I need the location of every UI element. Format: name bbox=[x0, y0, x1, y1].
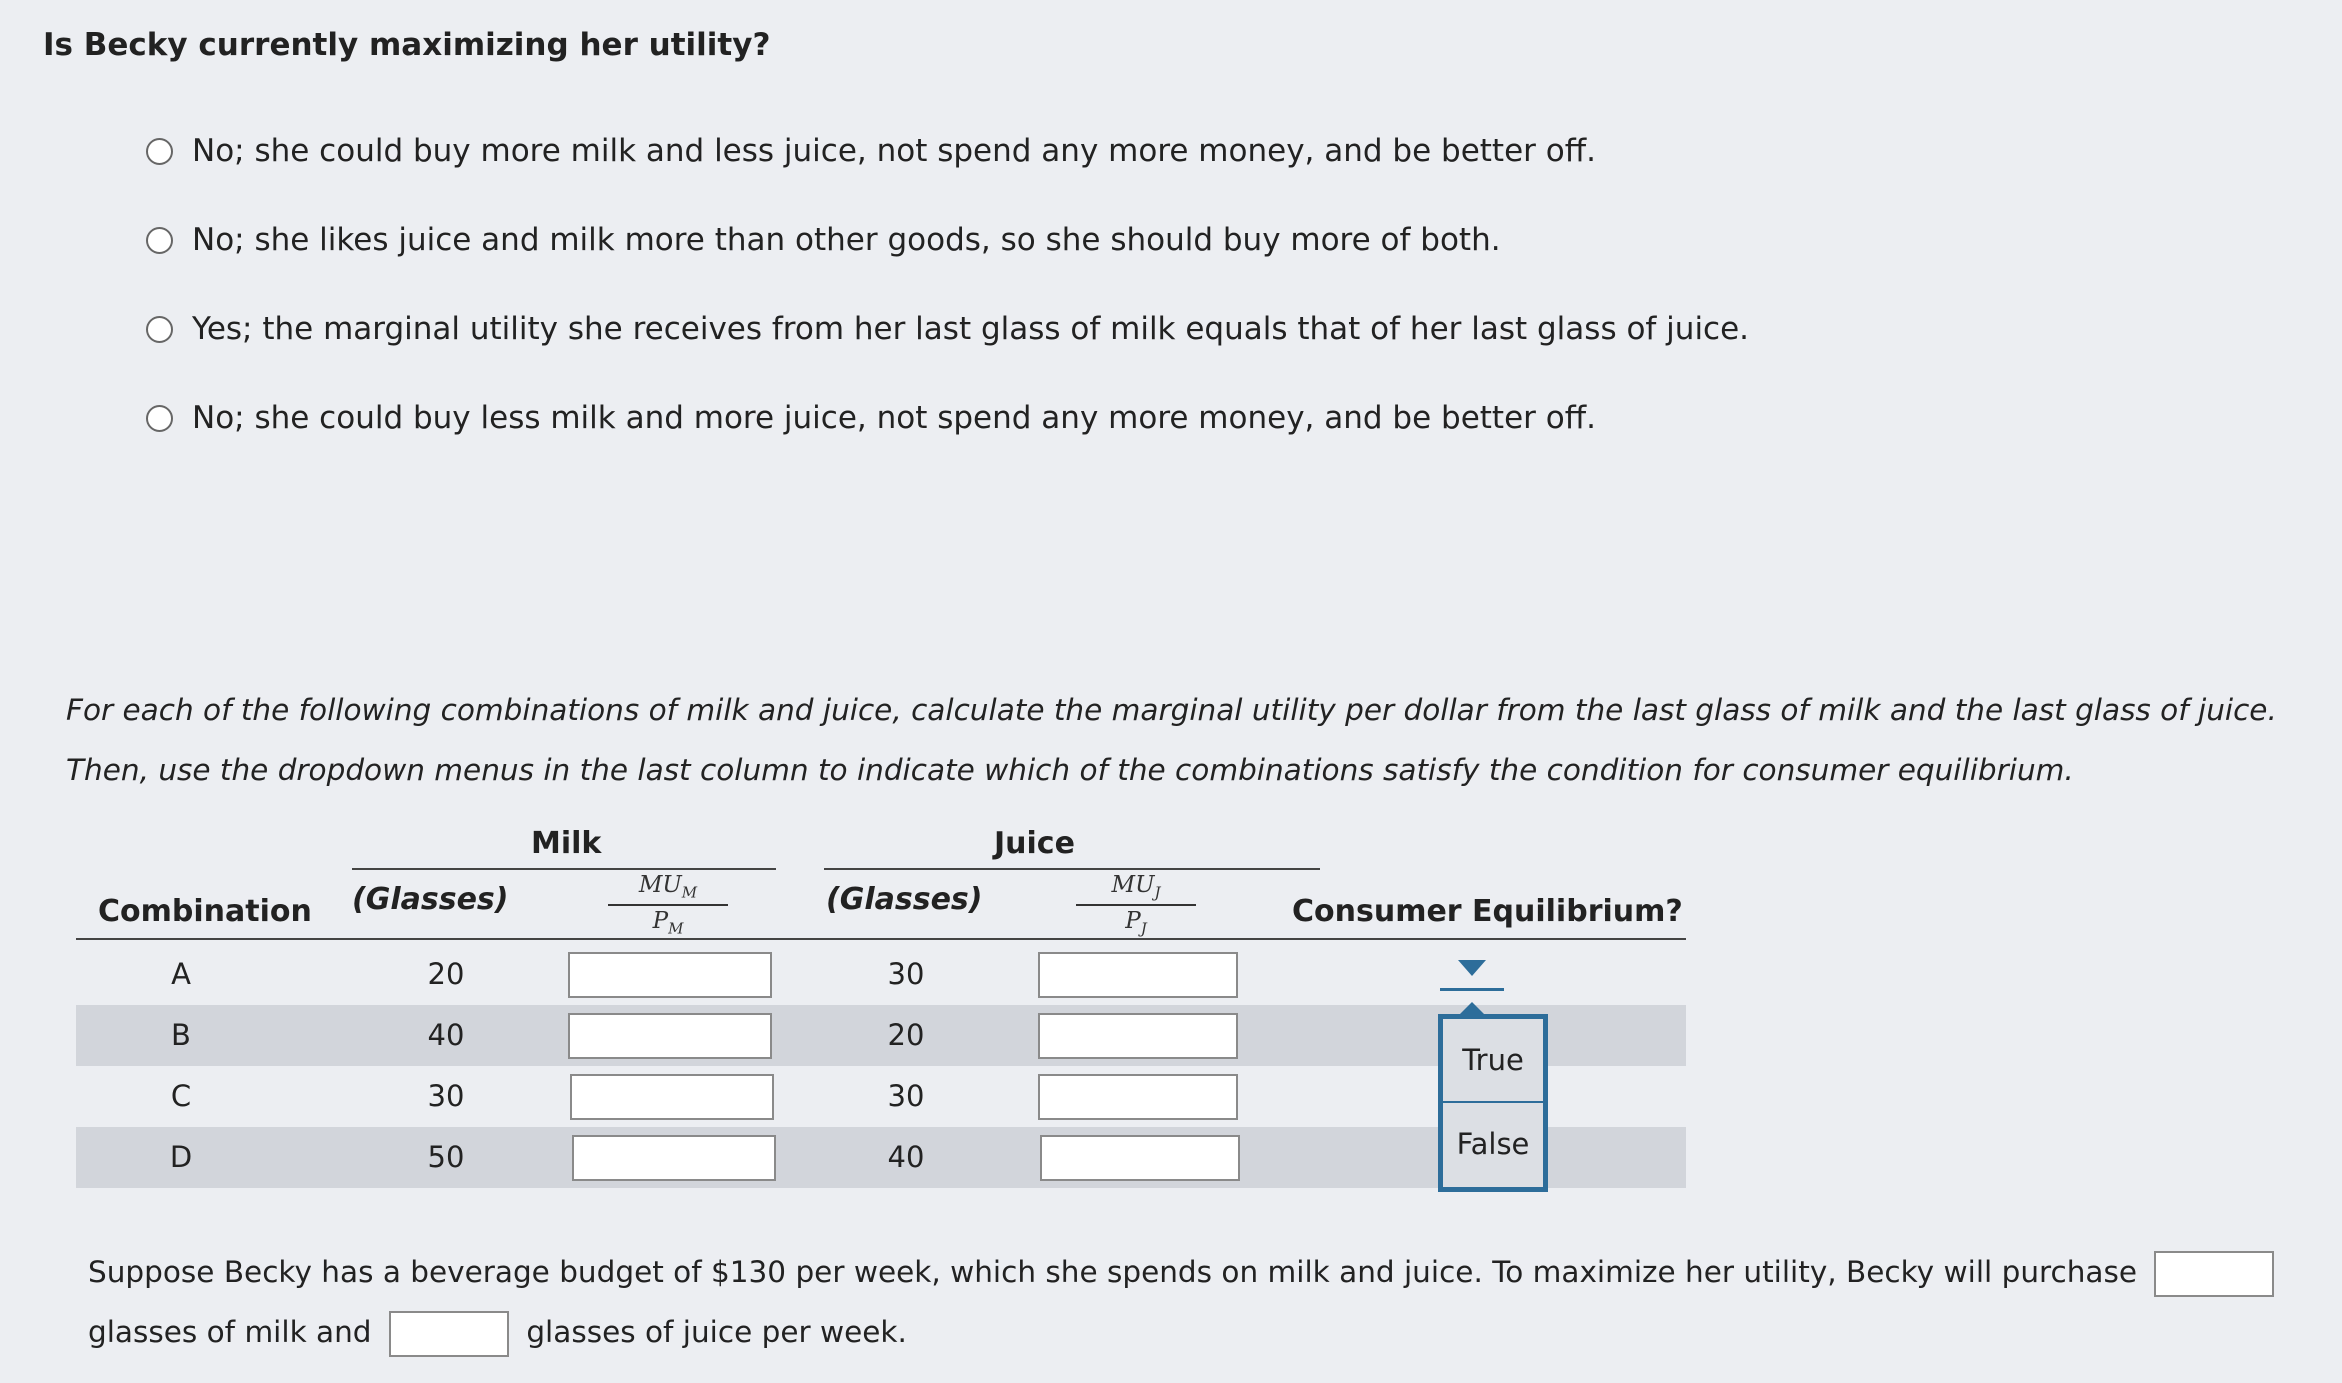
juice-glasses-cell: 40 bbox=[887, 1140, 925, 1174]
combination-cell: D bbox=[169, 1140, 193, 1174]
combination-cell: C bbox=[170, 1079, 192, 1113]
juice-group-header: Juice bbox=[994, 826, 1075, 861]
radio-button[interactable] bbox=[146, 138, 173, 165]
juice-glasses-header: (Glasses) bbox=[826, 882, 983, 917]
mu-per-price-milk-header: $MU_M$ $P_M$ bbox=[608, 872, 728, 937]
mu-per-dollar-juice-input[interactable] bbox=[1038, 952, 1238, 998]
juice-glasses-cell: 30 bbox=[887, 957, 925, 991]
radio-button[interactable] bbox=[146, 405, 173, 432]
mu-per-dollar-juice-input[interactable] bbox=[1038, 1074, 1238, 1120]
dropdown-option-true[interactable]: True bbox=[1443, 1019, 1543, 1103]
dropdown-option-false[interactable]: False bbox=[1456, 1127, 1530, 1161]
budget-text-3: glasses of juice per week. bbox=[526, 1315, 907, 1349]
juice-glasses-cell: 30 bbox=[887, 1079, 925, 1113]
combination-cell: B bbox=[171, 1018, 191, 1052]
question-text: Is Becky currently maximizing her utility? bbox=[43, 27, 771, 63]
header-rule bbox=[76, 938, 1686, 940]
mu-per-dollar-milk-input[interactable] bbox=[568, 952, 772, 998]
radio-button[interactable] bbox=[146, 316, 173, 343]
budget-text-2: glasses of milk and bbox=[88, 1315, 372, 1349]
answer-option-2[interactable] bbox=[146, 222, 1501, 258]
juice-purchase-input[interactable] bbox=[389, 1311, 509, 1357]
mu-per-dollar-milk-input[interactable] bbox=[572, 1135, 776, 1181]
milk-purchase-input[interactable] bbox=[2154, 1251, 2274, 1297]
mu-per-dollar-juice-input[interactable] bbox=[1040, 1135, 1240, 1181]
dropdown-options-list bbox=[1438, 1014, 1548, 1192]
milk-group-header: Milk bbox=[531, 826, 602, 861]
milk-glasses-cell: 40 bbox=[427, 1018, 465, 1052]
milk-glasses-header: (Glasses) bbox=[352, 882, 509, 917]
radio-button[interactable] bbox=[146, 227, 173, 254]
dropdown-arrow-icon bbox=[1458, 960, 1486, 976]
answer-option-label: No; she likes juice and milk more than other goods, so she should buy more of both. bbox=[192, 222, 1501, 258]
combination-header: Combination bbox=[98, 894, 312, 929]
instructions-text: For each of the following combinations of milk and juice, calculate the marginal utility per dollar from the last glass of milk and the last glass of juice. Then, use the dropdown menus in the last column to indicate which of the combinations satisfy the condition for consumer equilibrium. bbox=[66, 693, 2277, 787]
answer-option-1[interactable] bbox=[146, 133, 1596, 169]
dropdown-caret-icon bbox=[1460, 1002, 1484, 1014]
budget-text-1: Suppose Becky has a beverage budget of $130 per week, which she spends on milk and juice. To maximize her utility, Becky will purchase bbox=[88, 1255, 2138, 1289]
juice-group-rule bbox=[824, 868, 1320, 870]
milk-glasses-cell: 20 bbox=[427, 957, 465, 991]
answer-option-label: Yes; the marginal utility she receives from her last glass of milk equals that of her last glass of juice. bbox=[192, 311, 1750, 347]
mu-per-dollar-milk-input[interactable] bbox=[568, 1013, 772, 1059]
mu-per-dollar-milk-input[interactable] bbox=[570, 1074, 774, 1120]
milk-glasses-cell: 30 bbox=[427, 1079, 465, 1113]
consumer-equilibrium-header: Consumer Equilibrium? bbox=[1292, 894, 1683, 929]
milk-group-rule bbox=[352, 868, 776, 870]
mu-per-price-juice-header: $MU_J$ $P_J$ bbox=[1076, 872, 1196, 937]
answer-option-label: No; she could buy more milk and less juice, not spend any more money, and be better off. bbox=[192, 133, 1596, 169]
milk-glasses-cell: 50 bbox=[427, 1140, 465, 1174]
answer-option-4[interactable] bbox=[146, 400, 1596, 436]
answer-option-label: No; she could buy less milk and more juice, not spend any more money, and be better off. bbox=[192, 400, 1596, 436]
juice-glasses-cell: 20 bbox=[887, 1018, 925, 1052]
mu-per-dollar-juice-input[interactable] bbox=[1038, 1013, 1238, 1059]
budget-question bbox=[88, 1242, 2318, 1362]
answer-option-3[interactable] bbox=[146, 311, 1749, 347]
combination-cell: A bbox=[171, 957, 191, 991]
consumer-equilibrium-dropdown[interactable] bbox=[1436, 952, 1508, 992]
